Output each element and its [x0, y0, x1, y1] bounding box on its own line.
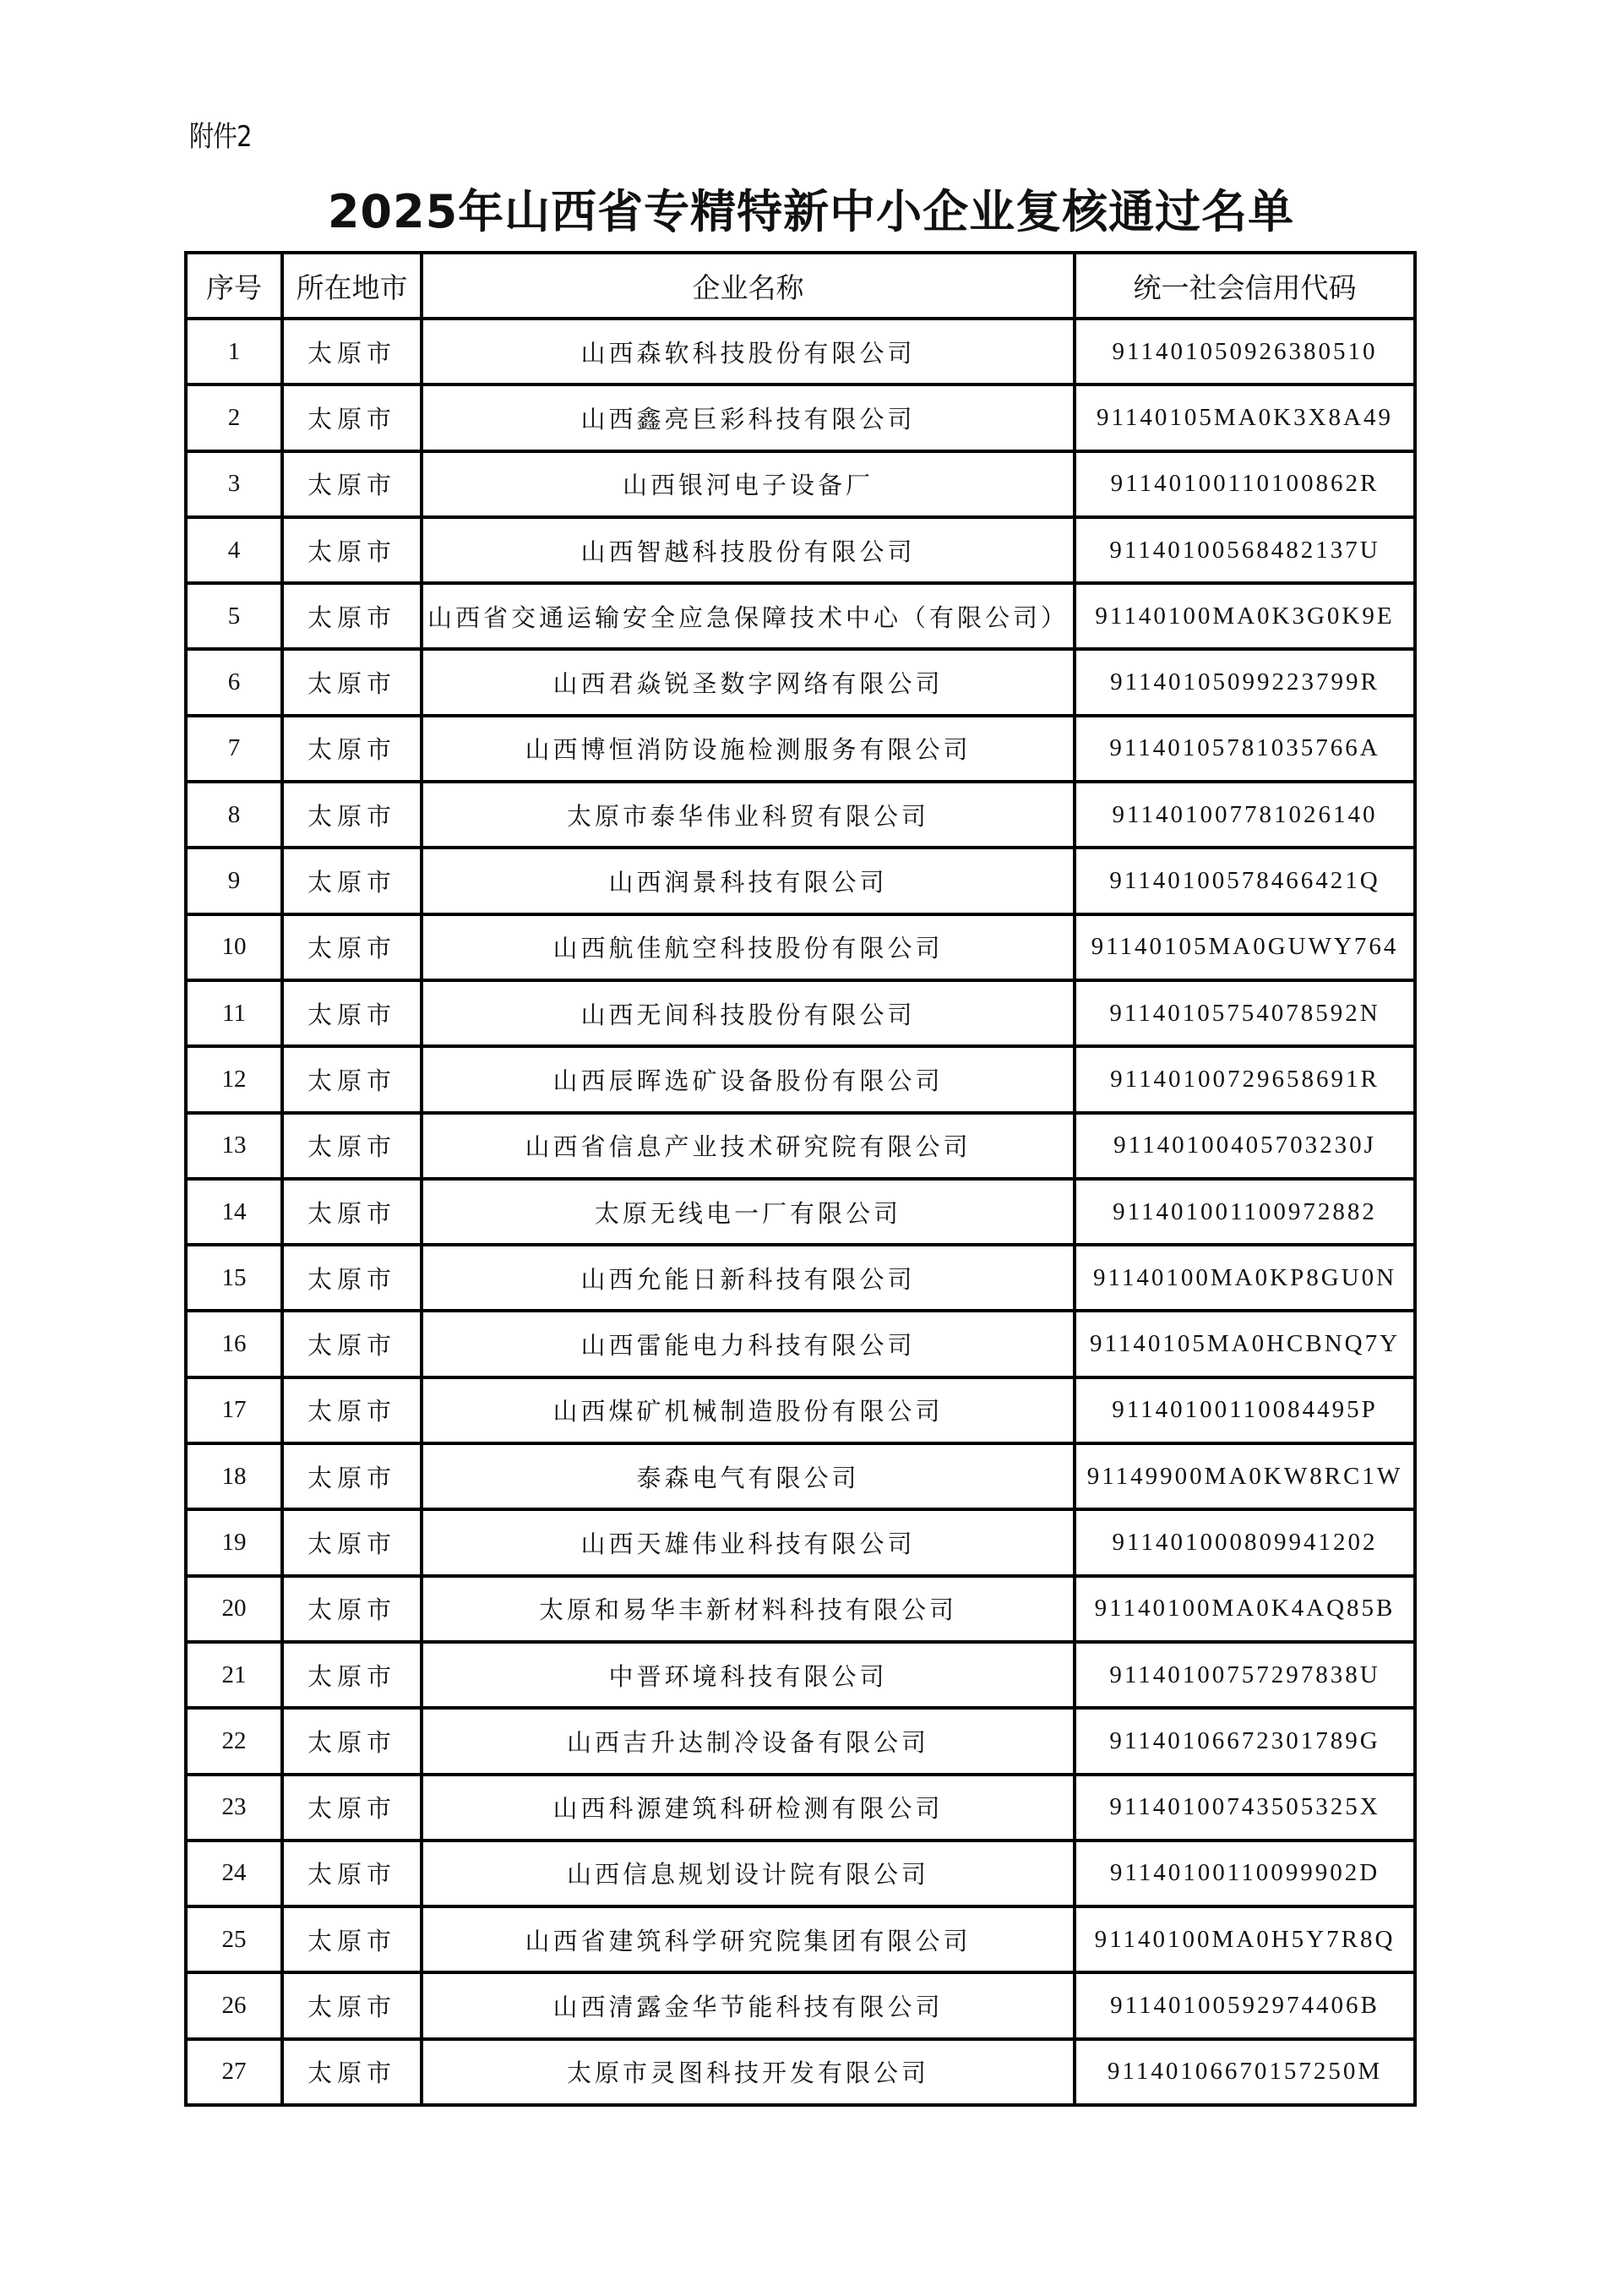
row-index: 4	[186, 517, 282, 583]
table-row	[186, 1509, 1415, 1575]
row-city: 太原市	[282, 1576, 422, 1642]
row-city: 太原市	[282, 1906, 422, 1972]
table-row	[186, 1972, 1415, 2038]
row-city: 太原市	[282, 583, 422, 649]
row-index: 18	[186, 1443, 282, 1509]
table-row	[186, 1642, 1415, 1708]
table-row	[186, 1841, 1415, 1906]
row-city: 太原市	[282, 1642, 422, 1708]
row-city: 太原市	[282, 716, 422, 782]
row-city: 太原市	[282, 1113, 422, 1179]
row-credit-code: 91149900MA0KW8RC1W	[1075, 1443, 1415, 1509]
table-row	[186, 716, 1415, 782]
row-enterprise-name: 山西航佳航空科技股份有限公司	[422, 914, 1075, 980]
row-credit-code: 91140100568482137U	[1075, 517, 1415, 583]
row-credit-code: 911401007781026140	[1075, 782, 1415, 848]
row-city: 太原市	[282, 980, 422, 1046]
table-row	[186, 2039, 1415, 2105]
row-city: 太原市	[282, 384, 422, 450]
table-row	[186, 319, 1415, 384]
row-index: 20	[186, 1576, 282, 1642]
row-enterprise-name: 山西省建筑科学研究院集团有限公司	[422, 1906, 1075, 1972]
row-enterprise-name: 山西博恒消防设施检测服务有限公司	[422, 716, 1075, 782]
row-enterprise-name: 山西君焱锐圣数字网络有限公司	[422, 649, 1075, 715]
enterprise-table	[184, 251, 1417, 2107]
row-index: 2	[186, 384, 282, 450]
table-row	[186, 1179, 1415, 1245]
table-row	[186, 384, 1415, 450]
row-city: 太原市	[282, 1245, 422, 1311]
row-enterprise-name: 山西雷能电力科技有限公司	[422, 1311, 1075, 1377]
row-city: 太原市	[282, 1972, 422, 2038]
row-index: 22	[186, 1708, 282, 1774]
table-row	[186, 980, 1415, 1046]
table-row	[186, 1443, 1415, 1509]
table-row	[186, 517, 1415, 583]
row-enterprise-name: 山西智越科技股份有限公司	[422, 517, 1075, 583]
table-row	[186, 1576, 1415, 1642]
row-index: 16	[186, 1311, 282, 1377]
row-credit-code: 91140100MA0K4AQ85B	[1075, 1576, 1415, 1642]
row-index: 1	[186, 319, 282, 384]
row-index: 8	[186, 782, 282, 848]
row-enterprise-name: 山西科源建筑科研检测有限公司	[422, 1775, 1075, 1841]
header-enterprise-name: 企业名称	[422, 253, 1075, 319]
row-enterprise-name: 山西无间科技股份有限公司	[422, 980, 1075, 1046]
table-row	[186, 451, 1415, 517]
row-enterprise-name: 山西吉升达制冷设备有限公司	[422, 1708, 1075, 1774]
row-credit-code: 91140100592974406B	[1075, 1972, 1415, 2038]
row-city: 太原市	[282, 451, 422, 517]
row-index: 21	[186, 1642, 282, 1708]
row-enterprise-name: 山西银河电子设备厂	[422, 451, 1075, 517]
row-index: 24	[186, 1841, 282, 1906]
table-row	[186, 1311, 1415, 1377]
row-enterprise-name: 太原和易华丰新材料科技有限公司	[422, 1576, 1075, 1642]
row-credit-code: 91140106670157250M	[1075, 2039, 1415, 2105]
row-city: 太原市	[282, 848, 422, 913]
row-credit-code: 91140100110084495P	[1075, 1377, 1415, 1443]
row-credit-code: 91140100MA0K3G0K9E	[1075, 583, 1415, 649]
row-enterprise-name: 山西天雄伟业科技有限公司	[422, 1509, 1075, 1575]
row-credit-code: 911401000809941202	[1075, 1509, 1415, 1575]
row-credit-code: 91140105754078592N	[1075, 980, 1415, 1046]
table-row	[186, 1775, 1415, 1841]
row-credit-code: 91140105781035766A	[1075, 716, 1415, 782]
row-credit-code: 91140105MA0K3X8A49	[1075, 384, 1415, 450]
row-enterprise-name: 山西鑫亮巨彩科技有限公司	[422, 384, 1075, 450]
row-enterprise-name: 太原市泰华伟业科贸有限公司	[422, 782, 1075, 848]
table-row	[186, 1377, 1415, 1443]
row-credit-code: 911401001100972882	[1075, 1179, 1415, 1245]
row-index: 19	[186, 1509, 282, 1575]
row-enterprise-name: 山西润景科技有限公司	[422, 848, 1075, 913]
row-index: 25	[186, 1906, 282, 1972]
row-city: 太原市	[282, 1708, 422, 1774]
row-enterprise-name: 山西辰晖选矿设备股份有限公司	[422, 1046, 1075, 1112]
row-enterprise-name: 山西清露金华节能科技有限公司	[422, 1972, 1075, 2038]
table-row	[186, 848, 1415, 913]
row-enterprise-name: 山西森软科技股份有限公司	[422, 319, 1075, 384]
row-enterprise-name: 山西省信息产业技术研究院有限公司	[422, 1113, 1075, 1179]
row-index: 14	[186, 1179, 282, 1245]
row-city: 太原市	[282, 1046, 422, 1112]
attachment-label: 附件2	[189, 120, 252, 154]
row-enterprise-name: 山西允能日新科技有限公司	[422, 1245, 1075, 1311]
row-index: 12	[186, 1046, 282, 1112]
row-city: 太原市	[282, 1841, 422, 1906]
row-credit-code: 91140100757297838U	[1075, 1642, 1415, 1708]
table-body	[186, 319, 1415, 2105]
row-index: 11	[186, 980, 282, 1046]
row-index: 3	[186, 451, 282, 517]
row-index: 7	[186, 716, 282, 782]
row-city: 太原市	[282, 319, 422, 384]
row-city: 太原市	[282, 1311, 422, 1377]
row-enterprise-name: 太原无线电一厂有限公司	[422, 1179, 1075, 1245]
row-city: 太原市	[282, 2039, 422, 2105]
row-credit-code: 91140105MA0GUWY764	[1075, 914, 1415, 980]
row-credit-code: 91140100405703230J	[1075, 1113, 1415, 1179]
table-row	[186, 1113, 1415, 1179]
row-index: 13	[186, 1113, 282, 1179]
row-city: 太原市	[282, 1775, 422, 1841]
row-city: 太原市	[282, 517, 422, 583]
row-city: 太原市	[282, 649, 422, 715]
row-city: 太原市	[282, 1443, 422, 1509]
table-row	[186, 914, 1415, 980]
table-row	[186, 1708, 1415, 1774]
row-index: 15	[186, 1245, 282, 1311]
row-city: 太原市	[282, 1509, 422, 1575]
table-row	[186, 583, 1415, 649]
row-index: 17	[186, 1377, 282, 1443]
row-enterprise-name: 山西省交通运输安全应急保障技术中心（有限公司）	[422, 583, 1075, 649]
header-index: 序号	[186, 253, 282, 319]
table-row	[186, 649, 1415, 715]
row-index: 27	[186, 2039, 282, 2105]
row-credit-code: 91140100MA0H5Y7R8Q	[1075, 1906, 1415, 1972]
row-index: 6	[186, 649, 282, 715]
row-credit-code: 911401050926380510	[1075, 319, 1415, 384]
row-credit-code: 91140100MA0KP8GU0N	[1075, 1245, 1415, 1311]
row-index: 23	[186, 1775, 282, 1841]
row-credit-code: 91140100729658691R	[1075, 1046, 1415, 1112]
row-city: 太原市	[282, 914, 422, 980]
page-title: 2025年山西省专精特新中小企业复核通过名单	[327, 185, 1295, 238]
table-row	[186, 782, 1415, 848]
row-credit-code: 91140105099223799R	[1075, 649, 1415, 715]
row-credit-code: 91140100110100862R	[1075, 451, 1415, 517]
row-credit-code: 91140106672301789G	[1075, 1708, 1415, 1774]
row-city: 太原市	[282, 1377, 422, 1443]
row-index: 5	[186, 583, 282, 649]
table-header	[186, 253, 1415, 319]
row-city: 太原市	[282, 782, 422, 848]
table-row	[186, 1245, 1415, 1311]
row-credit-code: 91140100578466421Q	[1075, 848, 1415, 913]
header-credit-code: 统一社会信用代码	[1075, 253, 1415, 319]
row-enterprise-name: 山西信息规划设计院有限公司	[422, 1841, 1075, 1906]
table-row	[186, 1046, 1415, 1112]
row-enterprise-name: 太原市灵图科技开发有限公司	[422, 2039, 1075, 2105]
row-enterprise-name: 泰森电气有限公司	[422, 1443, 1075, 1509]
row-index: 26	[186, 1972, 282, 2038]
row-index: 9	[186, 848, 282, 913]
row-credit-code: 91140105MA0HCBNQ7Y	[1075, 1311, 1415, 1377]
row-credit-code: 91140100743505325X	[1075, 1775, 1415, 1841]
row-index: 10	[186, 914, 282, 980]
row-credit-code: 91140100110099902D	[1075, 1841, 1415, 1906]
row-enterprise-name: 中晋环境科技有限公司	[422, 1642, 1075, 1708]
row-city: 太原市	[282, 1179, 422, 1245]
row-enterprise-name: 山西煤矿机械制造股份有限公司	[422, 1377, 1075, 1443]
table-row	[186, 1906, 1415, 1972]
header-city: 所在地市	[282, 253, 422, 319]
